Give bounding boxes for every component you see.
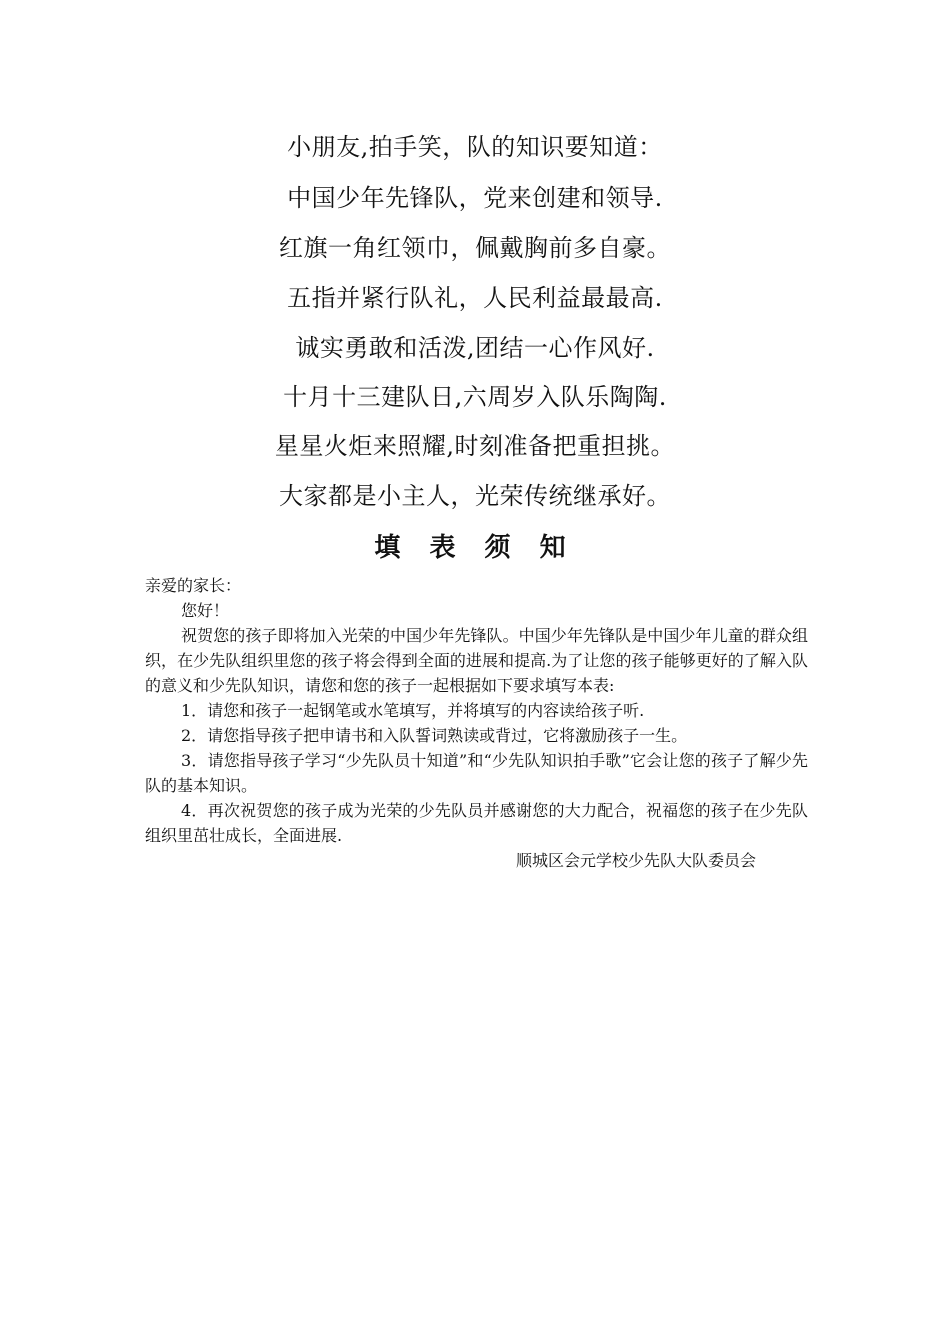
salutation: 亲爱的家长： [145, 576, 242, 595]
signature: 顺城区会元学校少先队大队委员会 [515, 851, 756, 870]
notice-body [145, 573, 808, 873]
intro-paragraph: 祝贺您的孩子即将加入光荣的中国少年先锋队。中国少年先锋队是中国少年儿童的群众组织，在少先队组织里您的孩子将会得到全面的进展和提高.为了让您的孩子能够更好的了解入队的意义和少先队知识，请您和您的孩子一起根据如下要求填写本表: [145, 626, 808, 695]
instruction-item: 2．请您指导孩子把申请书和入队誓词熟读或背过，它将激励孩子一生。 [181, 726, 688, 745]
instruction-item: 4．再次祝贺您的孩子成为光荣的少先队员并感谢您的大力配合，祝福您的孩子在少先队组织里茁壮成长，全面进展. [145, 801, 808, 845]
poem-line: 大家都是小主人，光荣传统继承好。 [279, 482, 671, 510]
instruction-item: 3．请您指导孩子学习“少先队员十知道”和“少先队知识拍手歌”它会让您的孩子了解少先队的基本知识。 [145, 751, 808, 795]
poem-line: 中国少年先锋队，党来创建和领导. [287, 184, 663, 212]
notice-title: 填 表 须 知 [374, 533, 576, 563]
poem-line: 五指并紧行队礼，人民利益最最高. [287, 284, 663, 312]
greeting: 您好！ [181, 601, 230, 620]
poem-line: 星星火炬来照耀,时刻准备把重担挑。 [274, 432, 676, 460]
instruction-item: 1．请您和孩子一起钢笔或水笔填写，并将填写的内容读给孩子听. [181, 701, 645, 720]
poem-line: 红旗一角红领巾，佩戴胸前多自豪。 [279, 234, 671, 262]
poem-line: 诚实勇敢和活泼,团结一心作风好. [295, 334, 655, 362]
clapping-song-poem [0, 0, 950, 560]
poem-line: 小朋友,拍手笑，队的知识要知道： [287, 133, 663, 161]
poem-line: 十月十三建队日,六周岁入队乐陶陶. [283, 383, 667, 411]
